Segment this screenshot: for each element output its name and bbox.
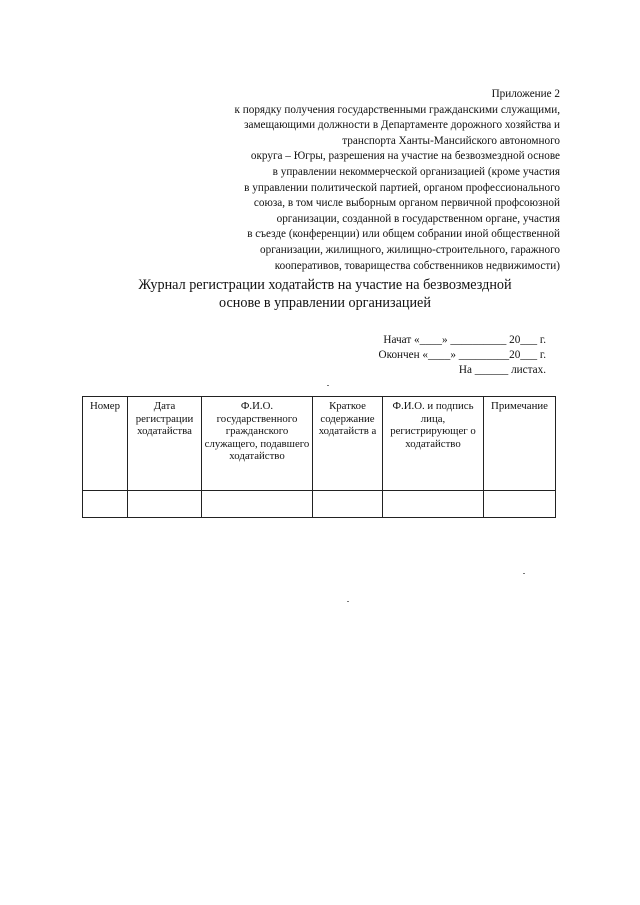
column-header-summary: Краткое содержание ходатайств а: [313, 397, 383, 491]
appendix-line: в управлении некоммерческой организацией (кроме участия: [272, 165, 560, 178]
appendix-line: в съезде (конференции) или общем собрании иной общественной: [247, 228, 560, 241]
appendix-line: замещающими должности в Департаменте дорожного хозяйства и: [244, 119, 560, 132]
appendix-line: Приложение 2: [491, 88, 560, 100]
journal-title-line-1: Журнал регистрации ходатайств на участие на безвозмездной: [138, 277, 512, 293]
table-cell: [313, 491, 383, 518]
table-header-row: [83, 397, 556, 491]
column-header-note: Примечание: [484, 397, 556, 491]
appendix-line: организации, жилищного, жилищно-строительного, гаражного: [260, 243, 560, 256]
table-cell: [484, 491, 556, 518]
appendix-header: [150, 87, 560, 274]
started-date-line: Начат «____» __________ 20___ г.: [383, 334, 546, 346]
column-header-registrar-signature: Ф.И.О. и подпись лица, регистрирующег о ходатайство: [383, 397, 484, 491]
column-header-employee-name: Ф.И.О. государственного гражданского служащего, подавшего ходатайство: [202, 397, 313, 491]
journal-dates: [300, 333, 546, 377]
journal-title: [100, 276, 550, 312]
column-header-number: Номер: [83, 397, 128, 491]
table-cell: [383, 491, 484, 518]
registration-journal-table: [82, 396, 556, 518]
scan-speck: [347, 601, 349, 602]
ended-date-line: Окончен «____» _________20___ г.: [378, 348, 546, 361]
sheets-count-line: На ______ листах.: [458, 363, 546, 376]
appendix-line: транспорта Ханты-Мансийского автономного: [342, 134, 560, 147]
appendix-line: союза, в том числе выборным органом первичной профсоюзной: [253, 197, 560, 210]
appendix-line: организации, созданной в государственном органе, участия: [276, 212, 560, 225]
appendix-line: кооперативов, товарищества собственников недвижимости): [274, 259, 560, 272]
column-header-registration-date: Дата регистрации ходатайства: [128, 397, 202, 491]
table-cell: [128, 491, 202, 518]
journal-title-line-2: основе в управлении организацией: [219, 295, 431, 311]
scan-speck: [327, 385, 329, 386]
table-cell: [202, 491, 313, 518]
appendix-line: округа – Югры, разрешения на участие на безвозмездной основе: [250, 150, 560, 163]
scan-speck: [523, 573, 525, 574]
table-cell: [83, 491, 128, 518]
appendix-line: к порядку получения государственными гражданскими служащими,: [234, 103, 560, 116]
appendix-line: в управлении политической партией, органом профессионального: [244, 181, 560, 194]
table-row: [83, 491, 556, 518]
